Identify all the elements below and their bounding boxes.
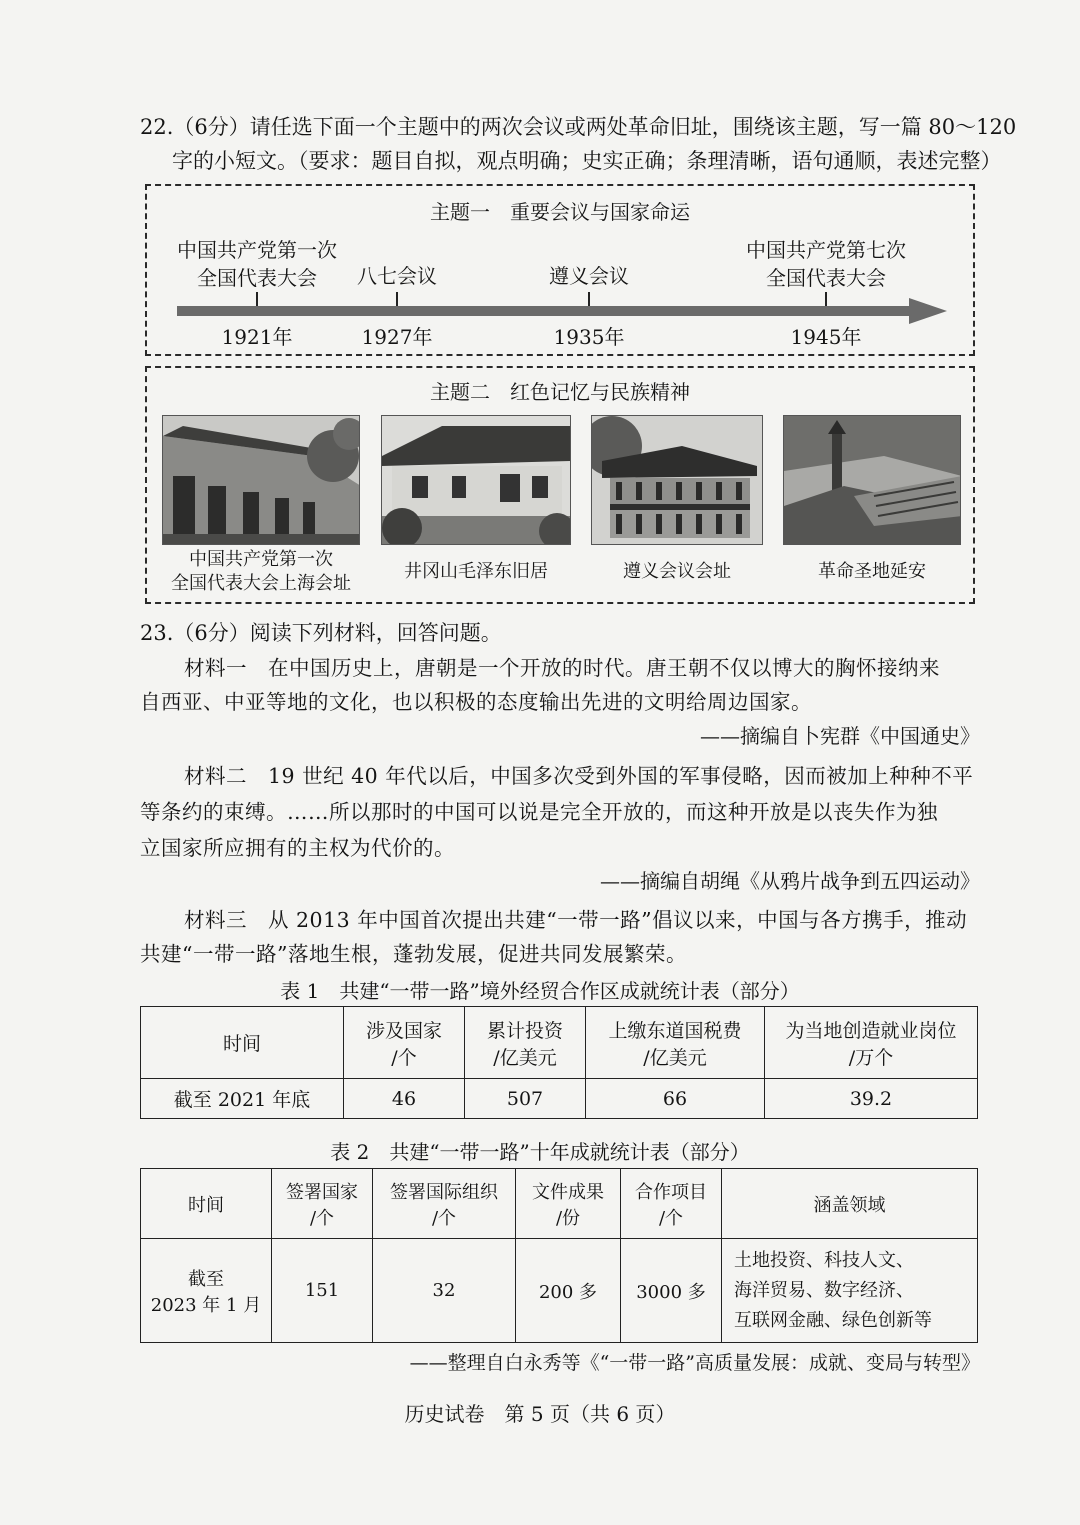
material-2-line-3: 立国家所应拥有的主权为代价的。 xyxy=(140,836,455,860)
table1-cell: 39.2 xyxy=(765,1079,978,1119)
theme2-box xyxy=(145,366,975,604)
table2-cell: 3000 多 xyxy=(621,1239,722,1343)
timeline-event-label: 遵义会议 xyxy=(549,264,629,288)
table-row xyxy=(141,1079,978,1119)
table2-cell: 200 多 xyxy=(516,1239,621,1343)
photo-shanghai-site xyxy=(162,415,360,545)
timeline-event-label: 中国共产党第一次 全国代表大会 xyxy=(177,238,337,290)
table2-fields-cell: 土地投资、科技人文、 海洋贸易、数字经济、 互联网金融、绿色创新等 xyxy=(722,1239,978,1343)
table1-header-cell: 上缴东道国税费 /亿美元 xyxy=(586,1007,765,1079)
table-row xyxy=(141,1239,978,1343)
table1-cell: 46 xyxy=(344,1079,465,1119)
timeline-event-label: 中国共产党第七次 全国代表大会 xyxy=(746,238,906,290)
theme1-box xyxy=(145,184,975,356)
q23-heading: 23.（6分）阅读下列材料，回答问题。 xyxy=(140,621,502,645)
table2-header-cell: 时间 xyxy=(141,1169,272,1239)
table1-cell: 507 xyxy=(465,1079,586,1119)
table2-header-cell: 签署国际组织 /个 xyxy=(373,1169,516,1239)
table2-header-cell: 涵盖领域 xyxy=(722,1169,978,1239)
timeline-event-label: 八七会议 xyxy=(357,264,437,288)
timeline-year: 1945年 xyxy=(790,325,862,349)
table1-header-cell: 为当地创造就业岗位 /万个 xyxy=(765,1007,978,1079)
photo-yanan xyxy=(783,415,961,545)
theme2-title: 主题二 红色记忆与民族精神 xyxy=(430,380,690,404)
material-1-source: ——摘编自卜宪群《中国通史》 xyxy=(700,724,980,748)
photo-jinggangshan-residence xyxy=(381,415,571,545)
table1-caption: 表 1 共建“一带一路”境外经贸合作区成就统计表（部分） xyxy=(280,979,800,1003)
material-1-line-2: 自西亚、中亚等地的文化，也以积极的态度输出先进的文明给周边国家。 xyxy=(140,690,812,714)
material-1-line-1: 材料一 在中国历史上，唐朝是一个开放的时代。唐王朝不仅以博大的胸怀接纳来 xyxy=(184,656,940,680)
material-2-line-2: 等条约的束缚。……所以那时的中国可以说是完全开放的，而这种开放是以丧失作为独 xyxy=(140,800,938,824)
site-caption: 遵义会议会址 xyxy=(623,561,731,582)
material-3-line-1: 材料三 从 2013 年中国首次提出共建“一带一路”倡议以来，中国与各方携手，推动 xyxy=(184,908,968,932)
material-3-line-2: 共建“一带一路”落地生根，蓬勃发展，促进共同发展繁荣。 xyxy=(140,942,687,966)
table2-time-cell: 截至 2023 年 1 月 xyxy=(141,1239,272,1343)
table2-header-cell: 文件成果 /份 xyxy=(516,1169,621,1239)
page-footer: 历史试卷 第 5 页（共 6 页） xyxy=(404,1402,676,1426)
photo-zunyi-site xyxy=(591,415,763,545)
table2-header-cell: 签署国家 /个 xyxy=(272,1169,373,1239)
table1-cell: 66 xyxy=(586,1079,765,1119)
table2-cell: 32 xyxy=(373,1239,516,1343)
timeline-year: 1935年 xyxy=(553,325,625,349)
table1-header-cell: 累计投资 /亿美元 xyxy=(465,1007,586,1079)
q22-prompt-line-2: 字的小短文。（要求：题目自拟，观点明确；史实正确；条理清晰，语句通顺，表述完整） xyxy=(172,149,1002,173)
material-2-source: ——摘编自胡绳《从鸦片战争到五四运动》 xyxy=(600,869,980,893)
site-caption: 中国共产党第一次 全国代表大会上海会址 xyxy=(171,549,351,594)
table1-header-cell: 时间 xyxy=(141,1007,344,1079)
timeline-year: 1927年 xyxy=(361,325,433,349)
site-caption: 革命圣地延安 xyxy=(818,561,926,582)
table2-caption: 表 2 共建“一带一路”十年成就统计表（部分） xyxy=(330,1140,750,1164)
timeline-tick xyxy=(825,292,827,306)
table2-cell: 151 xyxy=(272,1239,373,1343)
table2 xyxy=(140,1168,978,1343)
table2-header-cell: 合作项目 /个 xyxy=(621,1169,722,1239)
timeline-tick xyxy=(588,292,590,306)
material-2-line-1: 材料二 19 世纪 40 年代以后，中国多次受到外国的军事侵略，因而被加上种种不平 xyxy=(184,764,974,788)
site-caption: 井冈山毛泽东旧居 xyxy=(404,561,548,582)
table2-source: ——整理自白永秀等《“一带一路”高质量发展：成就、变局与转型》 xyxy=(409,1352,980,1374)
theme1-title: 主题一 重要会议与国家命运 xyxy=(430,200,690,224)
timeline-tick xyxy=(256,292,258,306)
table1-header-cell: 涉及国家 /个 xyxy=(344,1007,465,1079)
q22-prompt-line-1: 22.（6分）请任选下面一个主题中的两次会议或两处革命旧址，围绕该主题，写一篇 80～120 xyxy=(140,115,1017,139)
table1-cell: 截至 2021 年底 xyxy=(141,1079,344,1119)
timeline-year: 1921年 xyxy=(221,325,293,349)
timeline-tick xyxy=(396,292,398,306)
table1 xyxy=(140,1006,978,1119)
